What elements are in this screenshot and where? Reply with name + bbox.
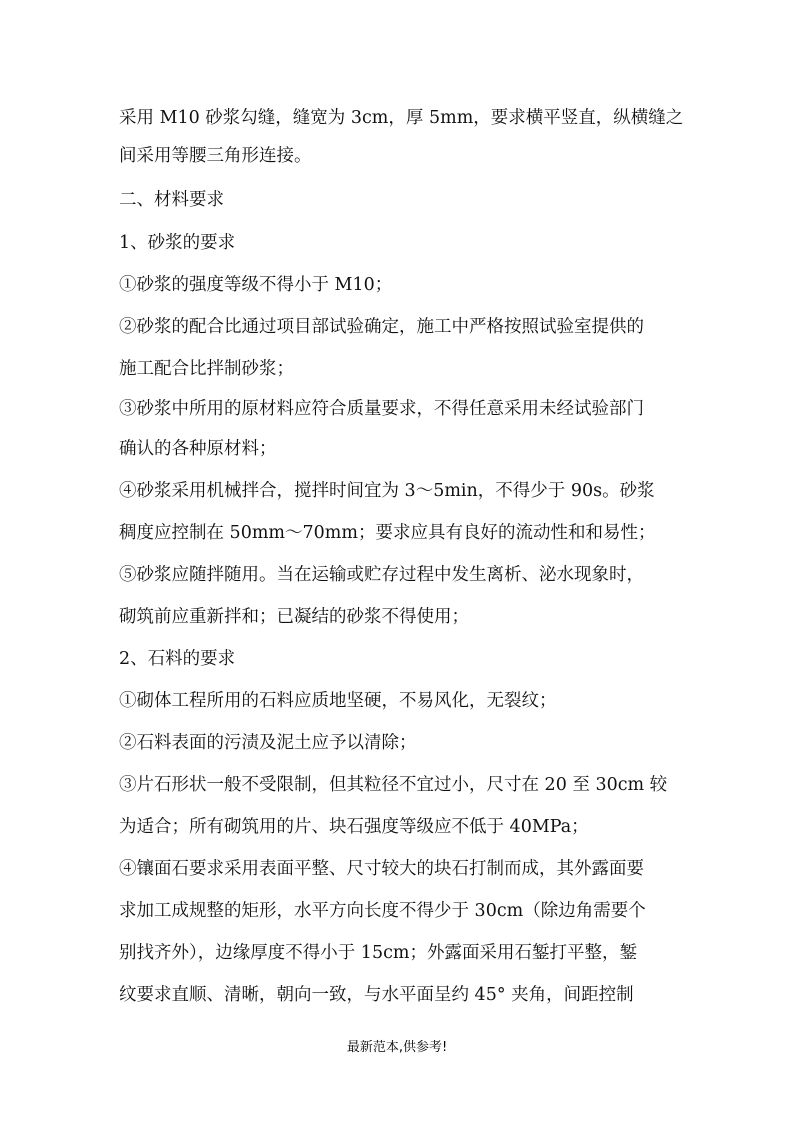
text-line: 求加工成规整的矩形，水平方向长度不得少于 30cm（除边角需要个 [119,901,646,921]
text-line: ①砂浆的强度等级不得小于 M10； [119,275,393,295]
subsection-heading: 1、砂浆的要求 [119,233,236,253]
text-line: ④砂浆采用机械拌合，搅拌时间宜为 3～5min，不得少于 90s。砂浆 [119,481,655,501]
text-line: ④镶面石要求采用表面平整、尺寸较大的块石打制而成，其外露面要 [119,859,644,879]
text-line: 砌筑前应重新拌和；已凝结的砂浆不得使用； [119,607,469,627]
page-footer: 最新范本,供参考! [346,1040,448,1055]
text-line: 别找齐外），边缘厚度不得小于 15cm；外露面采用石錾打平整，錾 [119,943,637,963]
text-line: 间采用等腰三角形连接。 [119,146,312,166]
text-line: ②砂浆的配合比通过项目部试验确定，施工中严格按照试验室提供的 [119,317,644,337]
text-line: 确认的各种原材料； [119,439,277,459]
text-line: ③砂浆中所用的原材料应符合质量要求，不得任意采用未经试验部门 [119,399,644,419]
text-line: ①砌体工程所用的石料应质地坚硬，不易风化，无裂纹； [119,691,557,711]
text-line: 稠度应控制在 50mm～70mm；要求应具有良好的流动性和和易性； [119,523,656,543]
text-line: 施工配合比拌制砂浆； [119,359,294,379]
text-line: 为适合；所有砌筑用的片、块石强度等级应不低于 40MPa； [119,817,589,837]
section-heading: 二、材料要求 [119,190,224,210]
subsection-heading: 2、石料的要求 [119,649,236,669]
text-line: 采用 M10 砂浆勾缝，缝宽为 3cm，厚 5mm，要求横平竖直，纵横缝之 [119,108,684,128]
text-line: ②石料表面的污渍及泥土应予以清除； [119,733,417,753]
text-line: ③片石形状一般不受限制，但其粒径不宜过小，尺寸在 20 至 30cm 较 [119,775,668,795]
text-line: ⑤砂浆应随拌随用。当在运输或贮存过程中发生离析、泌水现象时， [119,565,644,585]
text-line: 纹要求直顺、清晰，朝向一致，与水平面呈约 45° 夹角，间距控制 [119,985,634,1005]
